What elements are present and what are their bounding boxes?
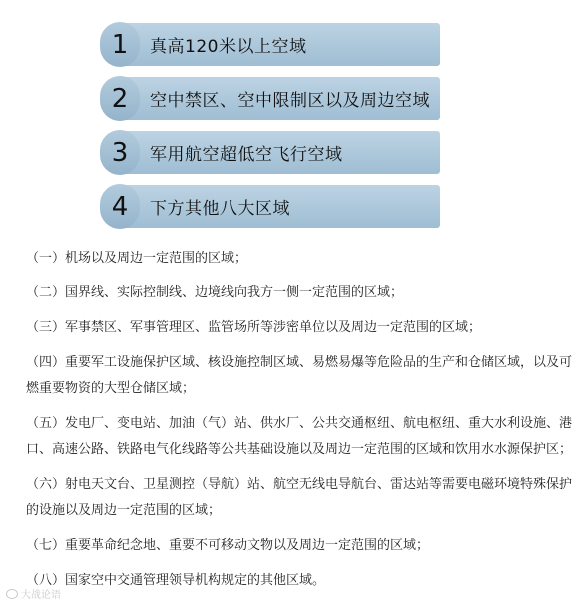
zone-number-badge: 4 [100,184,140,229]
zone-item [100,184,440,229]
list-item: （二）国界线、实际控制线、边境线向我方一侧一定范围的区域； [26,285,404,300]
zone-label: 下方其他八大区域 [150,199,290,219]
list-item: （八）国家空中交通管理领导机构规定的其他区域。 [26,573,326,588]
list-item: （四）重要军工设施保护区域、核设施控制区域、易燃易爆等危险品的生产和仓储区域，以及可燃重要物资的大型仓储区域； [26,355,573,396]
zone-label: 军用航空超低空飞行空域 [150,145,343,165]
zone-label: 真高120米以上空域 [150,37,307,57]
list-item: （一）机场以及周边一定范围的区域； [26,251,248,266]
watermark [6,586,61,601]
zone-number-badge: 1 [100,22,140,67]
watermark-text: 大战论语 [21,590,61,601]
list-item: （七）重要革命纪念地、重要不可移动文物以及周边一定范围的区域； [26,538,430,553]
weibo-icon [6,589,18,599]
zone-item [100,130,440,175]
list-item: （六）射电天文台、卫星测控（导航）站、航空无线电导航台、雷达站等需要电磁环境特殊保护的设施以及周边一定范围的区域； [26,477,573,518]
zone-list [100,22,440,238]
zone-number-badge: 3 [100,130,140,175]
list-item: （三）军事禁区、军事管理区、监管场所等涉密单位以及周边一定范围的区域； [26,320,482,335]
zone-label: 空中禁区、空中限制区以及周边空域 [150,91,430,111]
zone-number-badge: 2 [100,76,140,121]
regulation-list [26,246,576,603]
zone-item [100,76,440,121]
zone-item [100,22,440,67]
list-item: （五）发电厂、变电站、加油（气）站、供水厂、公共交通枢纽、航电枢纽、重大水利设施、港口、高速公路、铁路电气化线路等公共基础设施以及周边一定范围的区域和饮用水水源保护区； [26,416,573,457]
